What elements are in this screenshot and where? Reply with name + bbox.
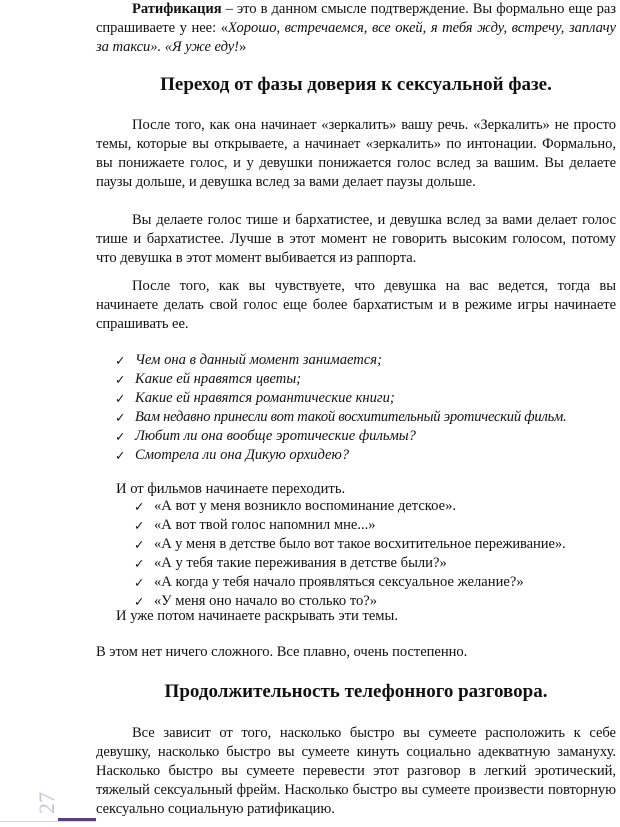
transition-line: И от фильмов начинаете переходить.	[116, 481, 346, 497]
list-item: ✓ Какие ей нравятся романтические книги;	[115, 390, 395, 406]
checkmark-icon: ✓	[134, 537, 145, 552]
list-item: ✓ Любит ли она вообще эротические фильмы?	[115, 428, 416, 444]
section-heading-trust-to-sexual: Переход от фазы доверия к сексуальной фазе.	[160, 74, 552, 95]
list-item: ✓ Смотрела ли она Дикую орхидею?	[115, 447, 350, 463]
memory-prompts-list	[134, 497, 566, 611]
section-heading-call-duration: Продолжительность телефонного разговора.	[164, 681, 548, 702]
checkmark-icon: ✓	[134, 518, 145, 533]
after-list-line: И уже потом начинаете раскрывать эти темы.	[116, 608, 398, 624]
list-item: ✓ «А вот у меня возникло воспоминание детское».	[134, 498, 457, 514]
checkmark-icon: ✓	[115, 448, 126, 463]
checkmark-icon: ✓	[115, 353, 126, 368]
list-item: ✓ Вам недавно принесли вот такой восхитительный эротический фильм.	[115, 409, 567, 425]
paragraph-call-duration: Все зависит от того, насколько быстро вы сумеете расположить к себе девушку, насколько быстро вы сумеете кинуть социально адекватную замануху. Насколько быстро вы сумеете перевести этот разговор в легкий эротический, тяжелый сексуальный фрейм. Насколько быстро вы сумеете произвести повторную сексуально социальную ратификацию.	[96, 725, 616, 817]
list-item: ✓ «А когда у тебя начало проявляться сексуальное желание?»	[134, 574, 524, 590]
term-bold: Ратификация	[132, 1, 222, 17]
footer-rule	[0, 821, 96, 822]
list-item: ✓ Какие ей нравятся цветы;	[115, 371, 302, 387]
question-list	[115, 351, 567, 465]
paragraph-play-mode: После того, как вы чувствуете, что девушка на вас ведется, тогда вы начинаете делать свой голос еще более бархатистым и в режиме игры начинаете спрашивать ее.	[96, 278, 616, 332]
list-item: ✓ «А у тебя такие переживания в детстве были?»	[134, 555, 447, 571]
checkmark-icon: ✓	[115, 372, 126, 387]
list-item: ✓ «А у меня в детстве было вот такое восхитительное переживание».	[134, 536, 566, 552]
list-item: ✓ Чем она в данный момент занимается;	[115, 352, 382, 368]
checkmark-icon: ✓	[115, 429, 126, 444]
list-item: ✓ «А вот твой голос напомнил мне...»	[134, 517, 376, 533]
paragraph-mirroring: После того, как она начинает «зеркалить» вашу речь. «Зеркалить» не просто темы, которые вы открываете, а начинает «зеркалить» по интонации. Формально, вы понижаете голос, и у девушки понижается голос вслед за вашим. Вы делаете паузы дольше, и девушка вслед за вами делает паузы дольше.	[96, 117, 616, 190]
summary-line: В этом нет ничего сложного. Все плавно, очень постепенно.	[96, 644, 468, 660]
paragraph-voice: Вы делаете голос тише и бархатистее, и девушка вслед за вами делает голос тише и бархатистее. Лучше в этот момент не говорить высоким голосом, потому что девушка в этот момент выбивается из раппорта.	[96, 212, 616, 266]
checkmark-icon: ✓	[134, 499, 145, 514]
quote-italic: Хорошо, встречаемся, все окей, я тебя жду, встречу, заплачу за такси». «Я уже еду!	[96, 20, 616, 55]
checkmark-icon: ✓	[134, 575, 145, 590]
paragraph-ratification: Ратификация – это в данном смысле подтверждение. Вы формально еще раз спрашиваете у нее: «Хорошо, встречаемся, все окей, я тебя жду, встречу, заплачу за такси». «Я уже еду!»	[96, 1, 616, 55]
checkmark-icon: ✓	[115, 410, 126, 425]
checkmark-icon: ✓	[134, 556, 145, 571]
checkmark-icon: ✓	[134, 594, 145, 609]
list-item: ✓ «У меня оно начало во столько то?»	[134, 593, 378, 609]
checkmark-icon: ✓	[115, 391, 126, 406]
page-number: 27	[34, 792, 59, 814]
